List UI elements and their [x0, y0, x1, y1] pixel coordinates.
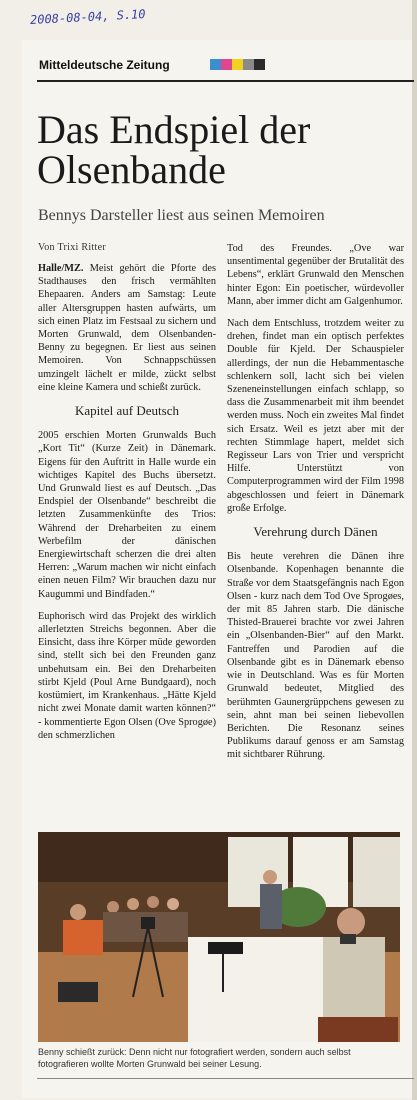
reading-event-photo	[38, 832, 400, 1042]
headline-line-1: Das Endspiel der	[37, 107, 311, 152]
handwritten-date-note: 2008-08-04, S.10	[29, 6, 146, 28]
paragraph: Tod des Freundes. „Ove war unsentimental gegenüber der Brutalität des Lebens“, erklärt Grunwald den Menschen hinter Egon: Ein poetischer, würdevoller Mann, aber immer dicht am Galgenhumor.	[227, 243, 404, 307]
paragraph: Nach dem Entschluss, trotzdem weiter zu drehen, findet man ein optisch perfektes Double für Kjeld. Der Schauspieler allerdings, der nun die Hebammentasche schlenkern soll, lacht sich bei vielen Szeneneinstellungen einfach schlapp, so dass die Zusammenarbeit mit ihm beendet werden muss. Noch ein zweites Mal findet sich Ersatz. Weil es jetzt aber mit der rechten Stimmlage hapert, meldet sich Regisseur Lars von Trier und verspricht Hilfe. Unterstützt von Computerprogrammen wird der Film 1998 abgeschlossen und feiert in Dänemark große Erfolge.	[227, 318, 404, 514]
article-byline: Von Trixi Ritter	[38, 242, 106, 253]
article-column-2	[227, 242, 404, 771]
dateline: Halle/MZ.	[38, 263, 84, 274]
newspaper-masthead: Mitteldeutsche Zeitung	[39, 58, 170, 72]
swatch-black	[254, 59, 265, 70]
article-headline	[37, 107, 407, 192]
section-subhead: Kapitel auf Deutsch	[75, 403, 179, 419]
paragraph	[38, 262, 216, 394]
paragraph: Euphorisch wird das Projekt des wirklich allerletzten Streichs begonnen. Aber die Einsicht, dass ihre Körper müde geworden sind, stellt sich bei den Freunden ganz unbehutsam ein. Bei den Dreharbeiten stirbt Kjeld (Poul Arne Bundgaard), noch kostümiert, im Krankenhaus. „Hätte Kjeld nicht zwei Monate damit warten können?“ - kommentierte Egon Olsen (Ove Sprogøe) den schmerzlichen	[38, 610, 216, 741]
photo-caption: Benny schießt zurück: Denn nicht nur fotografiert werden, sondern auch selbst fotografieren wollte Morten Grunwald bei seiner Lesung.	[38, 1047, 351, 1069]
swatch-cyan	[210, 59, 221, 70]
print-color-swatches	[210, 59, 265, 70]
headline-line-2: Olsenbande	[37, 147, 226, 192]
paragraph: 2005 erschien Morten Grunwalds Buch „Kort Tit“ (Kurze Zeit) in Dänemark. Eigens für den Auftritt in Halle wurde ein wichtiges Kapitel des Buchs übersetzt. Und Grunwald liest es auf Deutsch. „Das Endspiel der Olsenbande“ beschreibt die letzten Zusammenkünfte des Trios: Während der Dreharbeiten zu einem Werbefilm der dänischen Energiewirtschaft scherzen die drei alten Herren: „Warum machen wir nicht einfach einen neuen Film? Wir brauchen dazu nur Kaugummi und Bindfaden.“	[38, 430, 216, 600]
swatch-gray	[243, 59, 254, 70]
article-photo	[38, 832, 400, 1042]
paragraph: Bis heute verehren die Dänen ihre Olsenbande. Kopenhagen benannte die Straße vor dem Staatsgefängnis nach Egon Olsen - kurz nach dem Tod Ove Sprogøes, der mit 85 Jahren starb. Die dänische Thisted-Brauerei brachte vor zwei Jahren ein „Olsenbanden-Bier“ auf den Markt. Fantreffen und Parodien auf die Olsenbande gibt es in Dänemark ebenso wie in Deutschland. Was es für Morten Grunwald bedeutet, Mitglied des berühmten Gaunergrüppchens gewesen zu sein, ahnt man bei seinen liebevollen Berichten. Die Resonanz seines Publikums darauf genoss er am Samstag mit sichtbarer Rührung.	[227, 551, 404, 761]
swatch-magenta	[221, 59, 232, 70]
paragraph-text: Meist gehört die Pforte des Stadthauses den frisch vermählten Ehepaaren. Anders am Samstag: Leute aller Altersgruppen hasten aufwärts, um sich einen Platz im Festsaal zu sichern und Morten Grunwald, dem Olsenbanden-Benny zu begegnen. Er liest aus seinen Memoiren. Von Schnappschüssen umzingelt lächelt er milde, zückt selbst eine kleine Kamera und schießt zurück.	[38, 263, 216, 393]
article-column-1	[38, 262, 216, 751]
adjacent-page-edge	[412, 0, 417, 1100]
masthead-rule	[37, 80, 414, 82]
swatch-yellow	[232, 59, 243, 70]
article-subheadline: Bennys Darsteller liest aus seinen Memoiren	[38, 207, 325, 224]
section-subhead: Verehrung durch Dänen	[253, 524, 378, 540]
bottom-rule	[37, 1078, 414, 1079]
